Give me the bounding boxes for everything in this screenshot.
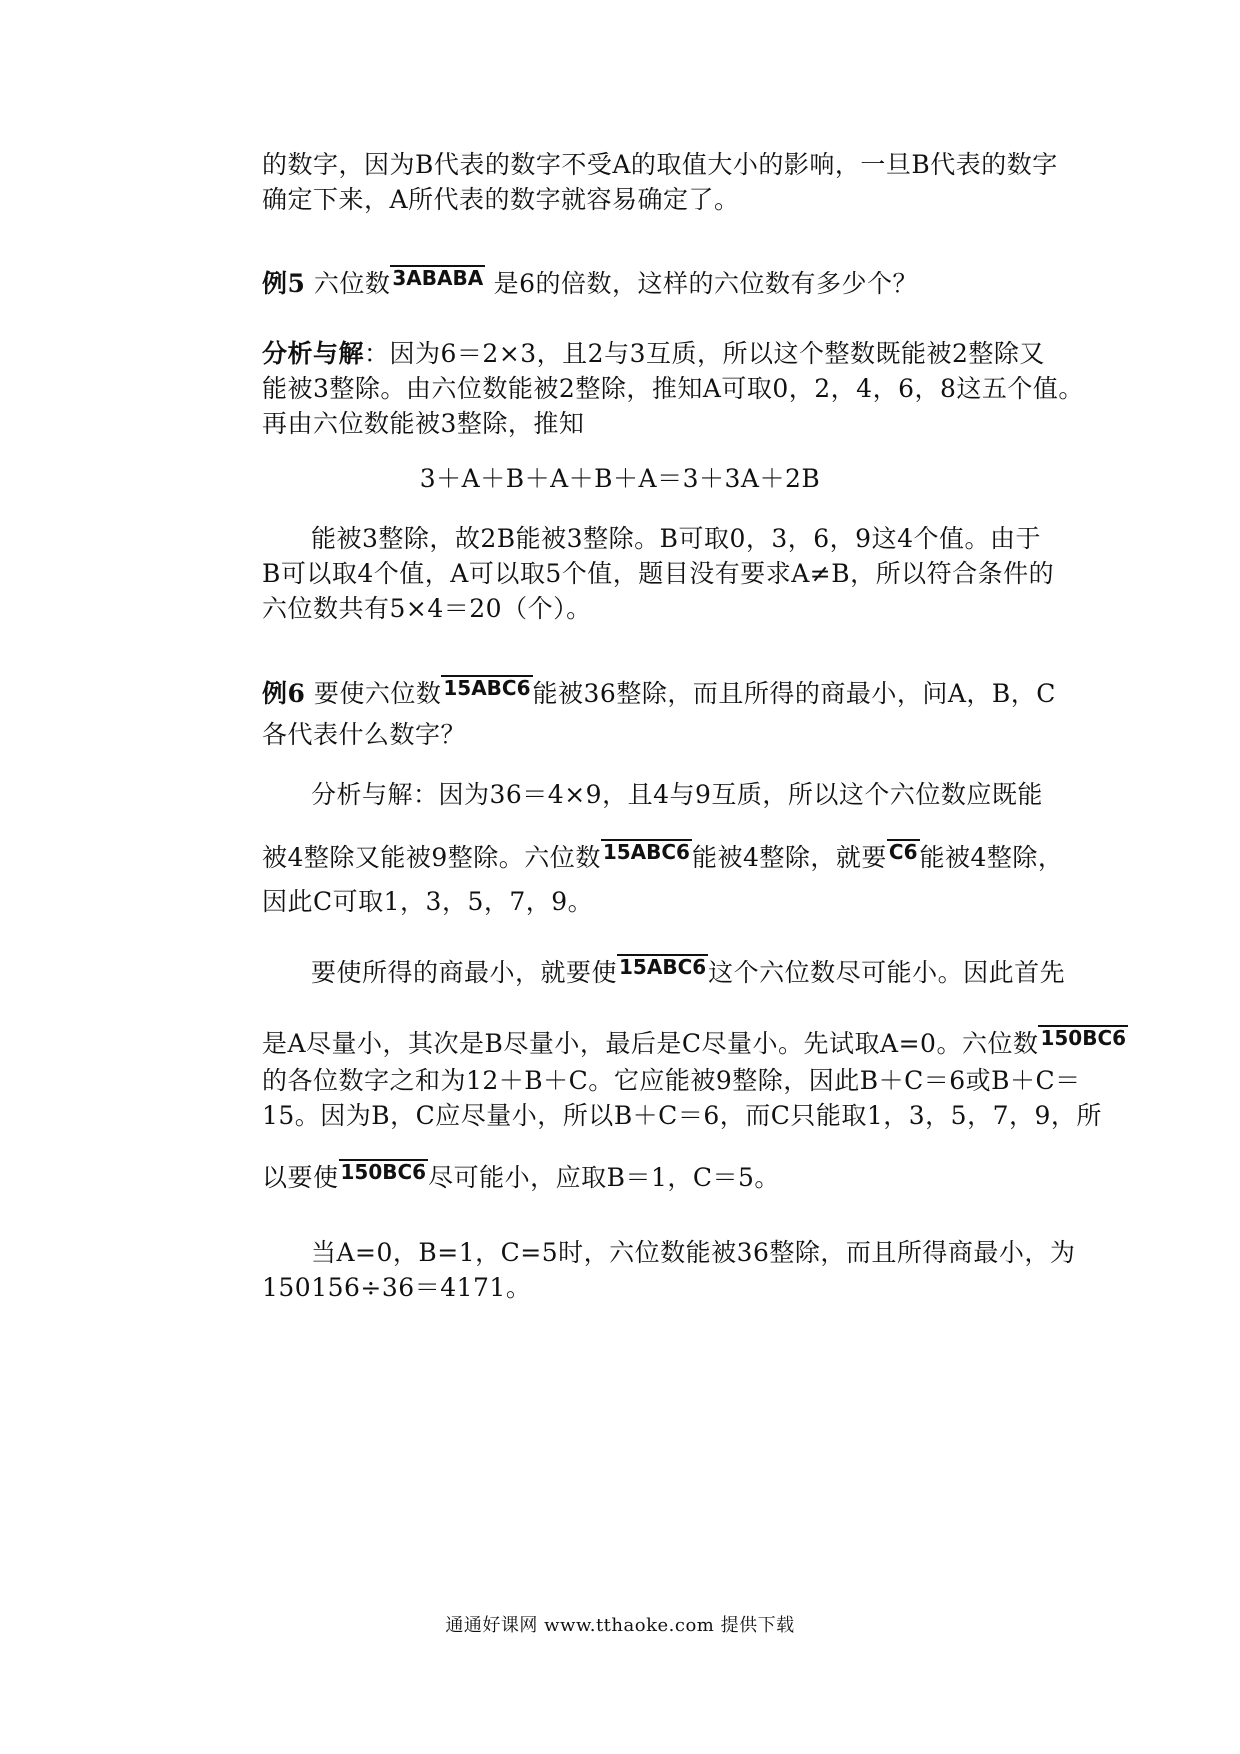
paragraph-line: 的各位数字之和为12＋B＋C。它应能被9整除，因此B＋C＝6或B＋C＝	[262, 1066, 1081, 1095]
paragraph-line: 是A尽量小，其次是B尽量小，最后是C尽量小。先试取A=0。六位数 150BC6	[262, 1026, 1127, 1058]
overlined-number: 15ABC6	[619, 955, 707, 979]
equation: 3＋A＋B＋A＋B＋A＝3＋3A＋2B	[419, 464, 821, 493]
overlined-number: 150BC6	[1040, 1026, 1127, 1050]
paragraph-line: 要使所得的商最小，就要使 15ABC6这个六位数尽可能小。因此首先	[311, 955, 1066, 987]
overlined-number: 15ABC6	[443, 676, 531, 700]
footer-text: 通通好课网 www.tthaoke.com 提供下载	[445, 1615, 795, 1636]
example-6-heading: 例6 要使六位数 15ABC6能被36整除，而且所得的商最小，问A，B，C	[262, 676, 1056, 708]
paragraph-line: 分析与解：因为36＝4×9，且4与9互质，所以这个六位数应既能	[311, 780, 1043, 809]
paragraph-line: 150156÷36＝4171。	[262, 1273, 532, 1302]
paragraph-line: 15。因为B，C应尽量小，所以B＋C＝6，而C只能取1，3，5，7，9，所	[262, 1101, 1102, 1130]
overlined-number: 150BC6	[340, 1160, 427, 1184]
paragraph-line: 各代表什么数字？	[262, 720, 467, 749]
paragraph-line: 因此C可取1，3，5，7，9。	[262, 887, 594, 916]
example-5-heading: 例5 六位数 3ABABA 是6的倍数，这样的六位数有多少个？	[262, 266, 919, 298]
paragraph-line: 当A=0，B=1，C=5时，六位数能被36整除，而且所得商最小，为	[311, 1238, 1076, 1267]
analysis-label: 分析与解	[262, 339, 365, 368]
overlined-number: C6	[888, 840, 918, 864]
paragraph-line: 的数字，因为B代表的数字不受A的取值大小的影响，一旦B代表的数字	[262, 150, 1058, 179]
paragraph-line: 能被3整除，故2B能被3整除。B可取0，3，6，9这4个值。由于	[311, 524, 1041, 553]
overlined-number: 15ABC6	[602, 840, 690, 864]
example-label: 例5	[262, 269, 306, 298]
paragraph-line: 六位数共有5×4＝20（个）。	[262, 594, 592, 623]
example-label: 例6	[262, 679, 306, 708]
overlined-number: 3ABABA	[392, 266, 484, 290]
analysis-line: 分析与解：因为6＝2×3，且2与3互质，所以这个整数既能被2整除又	[262, 339, 1045, 368]
paragraph-line: 能被3整除。由六位数能被2整除，推知A可取0，2，4，6，8这五个值。	[262, 374, 1084, 403]
paragraph-line: 以要使 150BC6尽可能小，应取B＝1，C＝5。	[262, 1160, 780, 1192]
paragraph-line: 再由六位数能被3整除，推知	[262, 409, 585, 438]
paragraph-line: 确定下来，A所代表的数字就容易确定了。	[262, 185, 740, 214]
paragraph-line: B可以取4个值，A可以取5个值，题目没有要求A≠B，所以符合条件的	[262, 559, 1055, 588]
paragraph-line: 被4整除又能被9整除。六位数 15ABC6能被4整除，就要 C6能被4整除，	[262, 840, 1064, 872]
